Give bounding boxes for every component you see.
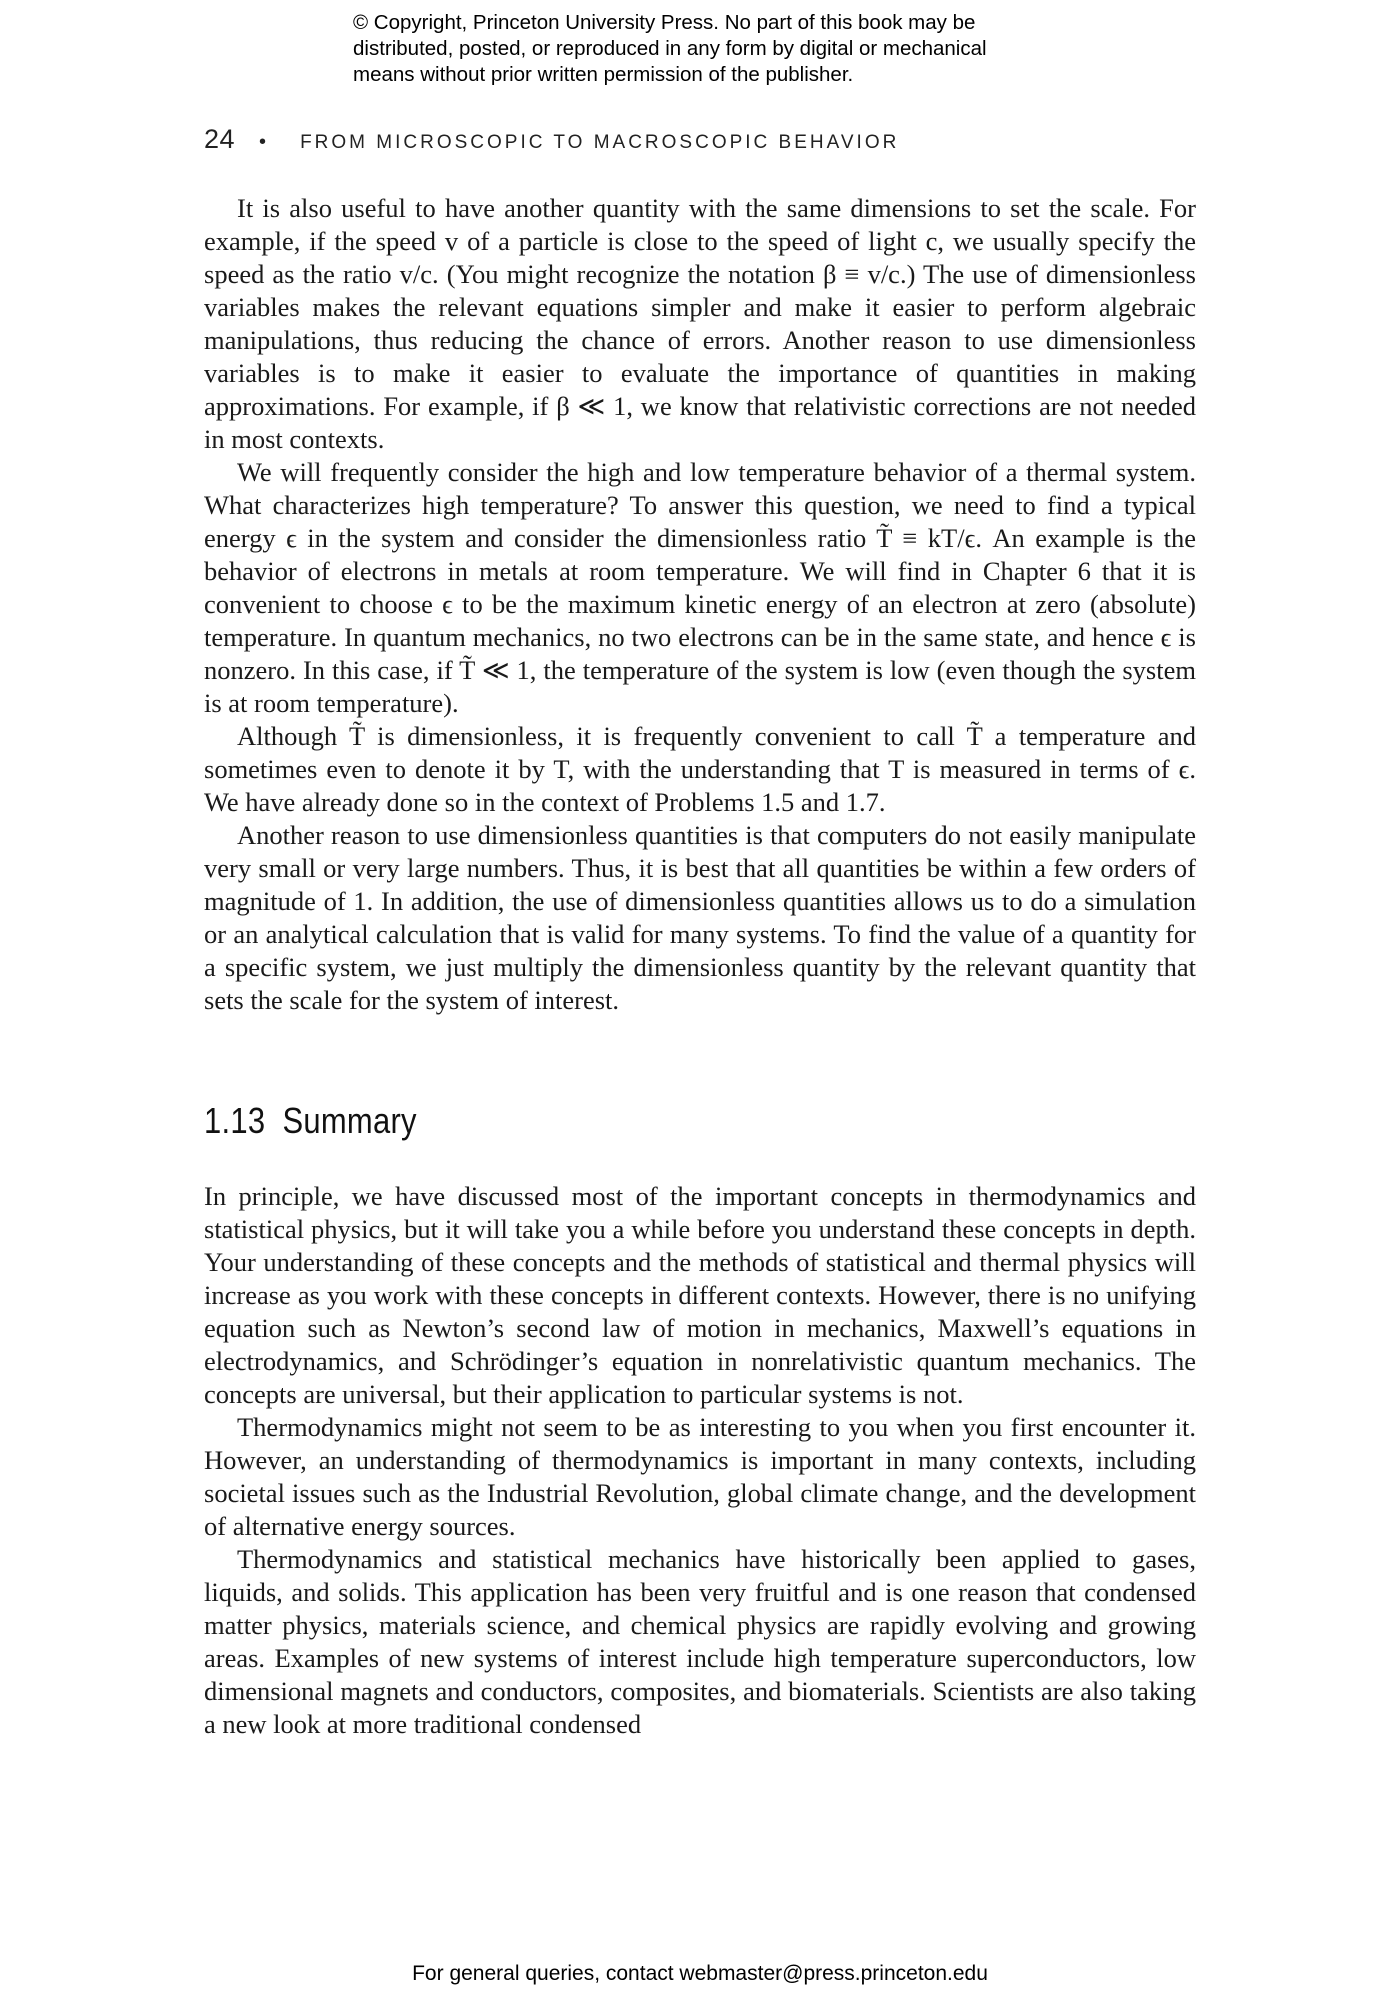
body-text-after-section	[204, 1180, 1196, 1741]
copyright-line: © Copyright, Princeton University Press. No part of this book may be	[353, 11, 976, 34]
section-number: 1.13	[204, 1100, 266, 1141]
copyright-line: distributed, posted, or reproduced in any form by digital or mechanical	[353, 37, 987, 60]
body-text-before-section	[204, 192, 1196, 1017]
copyright-line: means without prior written permission of the publisher.	[353, 63, 854, 86]
paragraph: It is also useful to have another quantity with the same dimensions to set the scale. For example, if the speed v of a particle is close to the speed of light c, we usually specify the speed as the ratio v/c. (You might recognize the notation β ≡ v/c.) The use of dimensionless variables makes the relevant equations simpler and make it easier to perform algebraic manipulations, thus reducing the chance of errors. Another reason to use dimensionless variables is to make it easier to evaluate the importance of quantities in making approximations. For example, if β ≪ 1, we know that relativistic corrections are not needed in most contexts.	[204, 193, 1196, 454]
page-number: 24	[204, 124, 236, 154]
paragraph: Thermodynamics might not seem to be as interesting to you when you first encounter it. However, an understanding of thermodynamics is important in many contexts, including societal issues such as the Industrial Revolution, global climate change, and the development of alternative energy sources.	[204, 1412, 1196, 1541]
footer-contact: For general queries, contact webmaster@press.princeton.edu	[412, 1962, 988, 1985]
paragraph: We will frequently consider the high and low temperature behavior of a thermal system. What characterizes high temperature? To answer this question, we need to find a typical energy ϵ in the system and consider the dimensionless ratio T̃ ≡ kT/ϵ. An example is the behavior of electrons in metals at room temperature. We will find in Chapter 6 that it is convenient to choose ϵ to be the maximum kinetic energy of an electron at zero (absolute) temperature. In quantum mechanics, no two electrons can be in the same state, and hence ϵ is nonzero. In this case, if T̃ ≪ 1, the temperature of the system is low (even though the system is at room temperature).	[204, 457, 1196, 718]
paragraph: Another reason to use dimensionless quantities is that computers do not easily manipulate very small or very large numbers. Thus, it is best that all quantities be within a few orders of magnitude of 1. In addition, the use of dimensionless quantities allows us to do a simulation or an analytical calculation that is valid for many systems. To find the value of a quantity for a specific system, we just multiply the dimensionless quantity by the relevant quantity that sets the scale for the system of interest.	[204, 820, 1196, 1015]
chapter-title: FROM MICROSCOPIC TO MACROSCOPIC BEHAVIOR	[300, 132, 900, 153]
running-head	[204, 124, 899, 155]
section-title: Summary	[282, 1100, 417, 1141]
paragraph: Although T̃ is dimensionless, it is frequently convenient to call T̃ a temperature and sometimes even to denote it by T, with the understanding that T is measured in terms of ϵ. We have already done so in the context of Problems 1.5 and 1.7.	[204, 721, 1196, 817]
paragraph: In principle, we have discussed most of the important concepts in thermodynamics and statistical physics, but it will take you a while before you understand these concepts in depth. Your understanding of these concepts and the methods of statistical and thermal physics will increase as you work with these concepts in different contexts. However, there is no unifying equation such as Newton’s second law of motion in mechanics, Maxwell’s equations in electrodynamics, and Schrödinger’s equation in nonrelativistic quantum mechanics. The concepts are universal, but their application to particular systems is not.	[204, 1181, 1196, 1409]
copyright-notice	[353, 10, 1113, 88]
section-heading	[204, 1100, 417, 1142]
bullet-separator: •	[259, 131, 267, 153]
paragraph: Thermodynamics and statistical mechanics have historically been applied to gases, liquids, and solids. This application has been very fruitful and is one reason that condensed matter physics, materials science, and chemical physics are rapidly evolving and growing areas. Examples of new systems of interest include high temperature superconductors, low dimensional magnets and conductors, composites, and biomaterials. Scientists are also taking a new look at more traditional condensed	[204, 1544, 1196, 1739]
